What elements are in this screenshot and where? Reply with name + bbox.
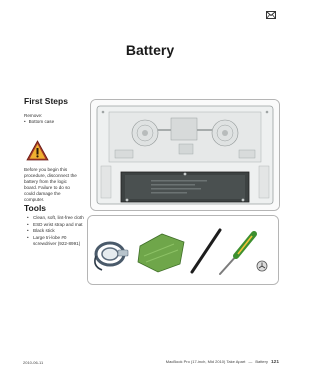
list-item: • Large tri-lobe #0 screwdriver (922-8991) xyxy=(27,235,87,247)
footer-info xyxy=(166,359,279,365)
footer-section: Battery xyxy=(255,359,268,364)
tools-heading: Tools xyxy=(24,203,47,213)
remove-list xyxy=(24,113,84,125)
footer-separator: — xyxy=(248,359,253,364)
remove-item: • Bottom case xyxy=(24,119,84,125)
list-item: • Clean, soft, lint-free cloth xyxy=(27,215,87,221)
list-item: • Black stick xyxy=(27,228,87,234)
first-steps-heading: First Steps xyxy=(24,96,68,106)
tools-image xyxy=(87,215,279,285)
footer-date: 2010-06-11 xyxy=(23,360,44,365)
list-item: • ESD wrist strap and mat xyxy=(27,222,87,228)
mail-icon[interactable] xyxy=(266,11,276,19)
battery-location-image xyxy=(90,99,280,211)
tools-list xyxy=(27,215,87,247)
page-title: Battery xyxy=(125,42,175,58)
remove-label: Remove: xyxy=(24,113,43,118)
warning-icon xyxy=(26,140,49,161)
page-number: 121 xyxy=(270,360,279,365)
footer-doc-title: MacBook Pro (17-inch, Mid 2010) Take Apart xyxy=(165,359,246,364)
warning-text: Before you begin this procedure, disconnect the battery from the logic board. Failure to do so could damage the computer. xyxy=(24,167,77,202)
